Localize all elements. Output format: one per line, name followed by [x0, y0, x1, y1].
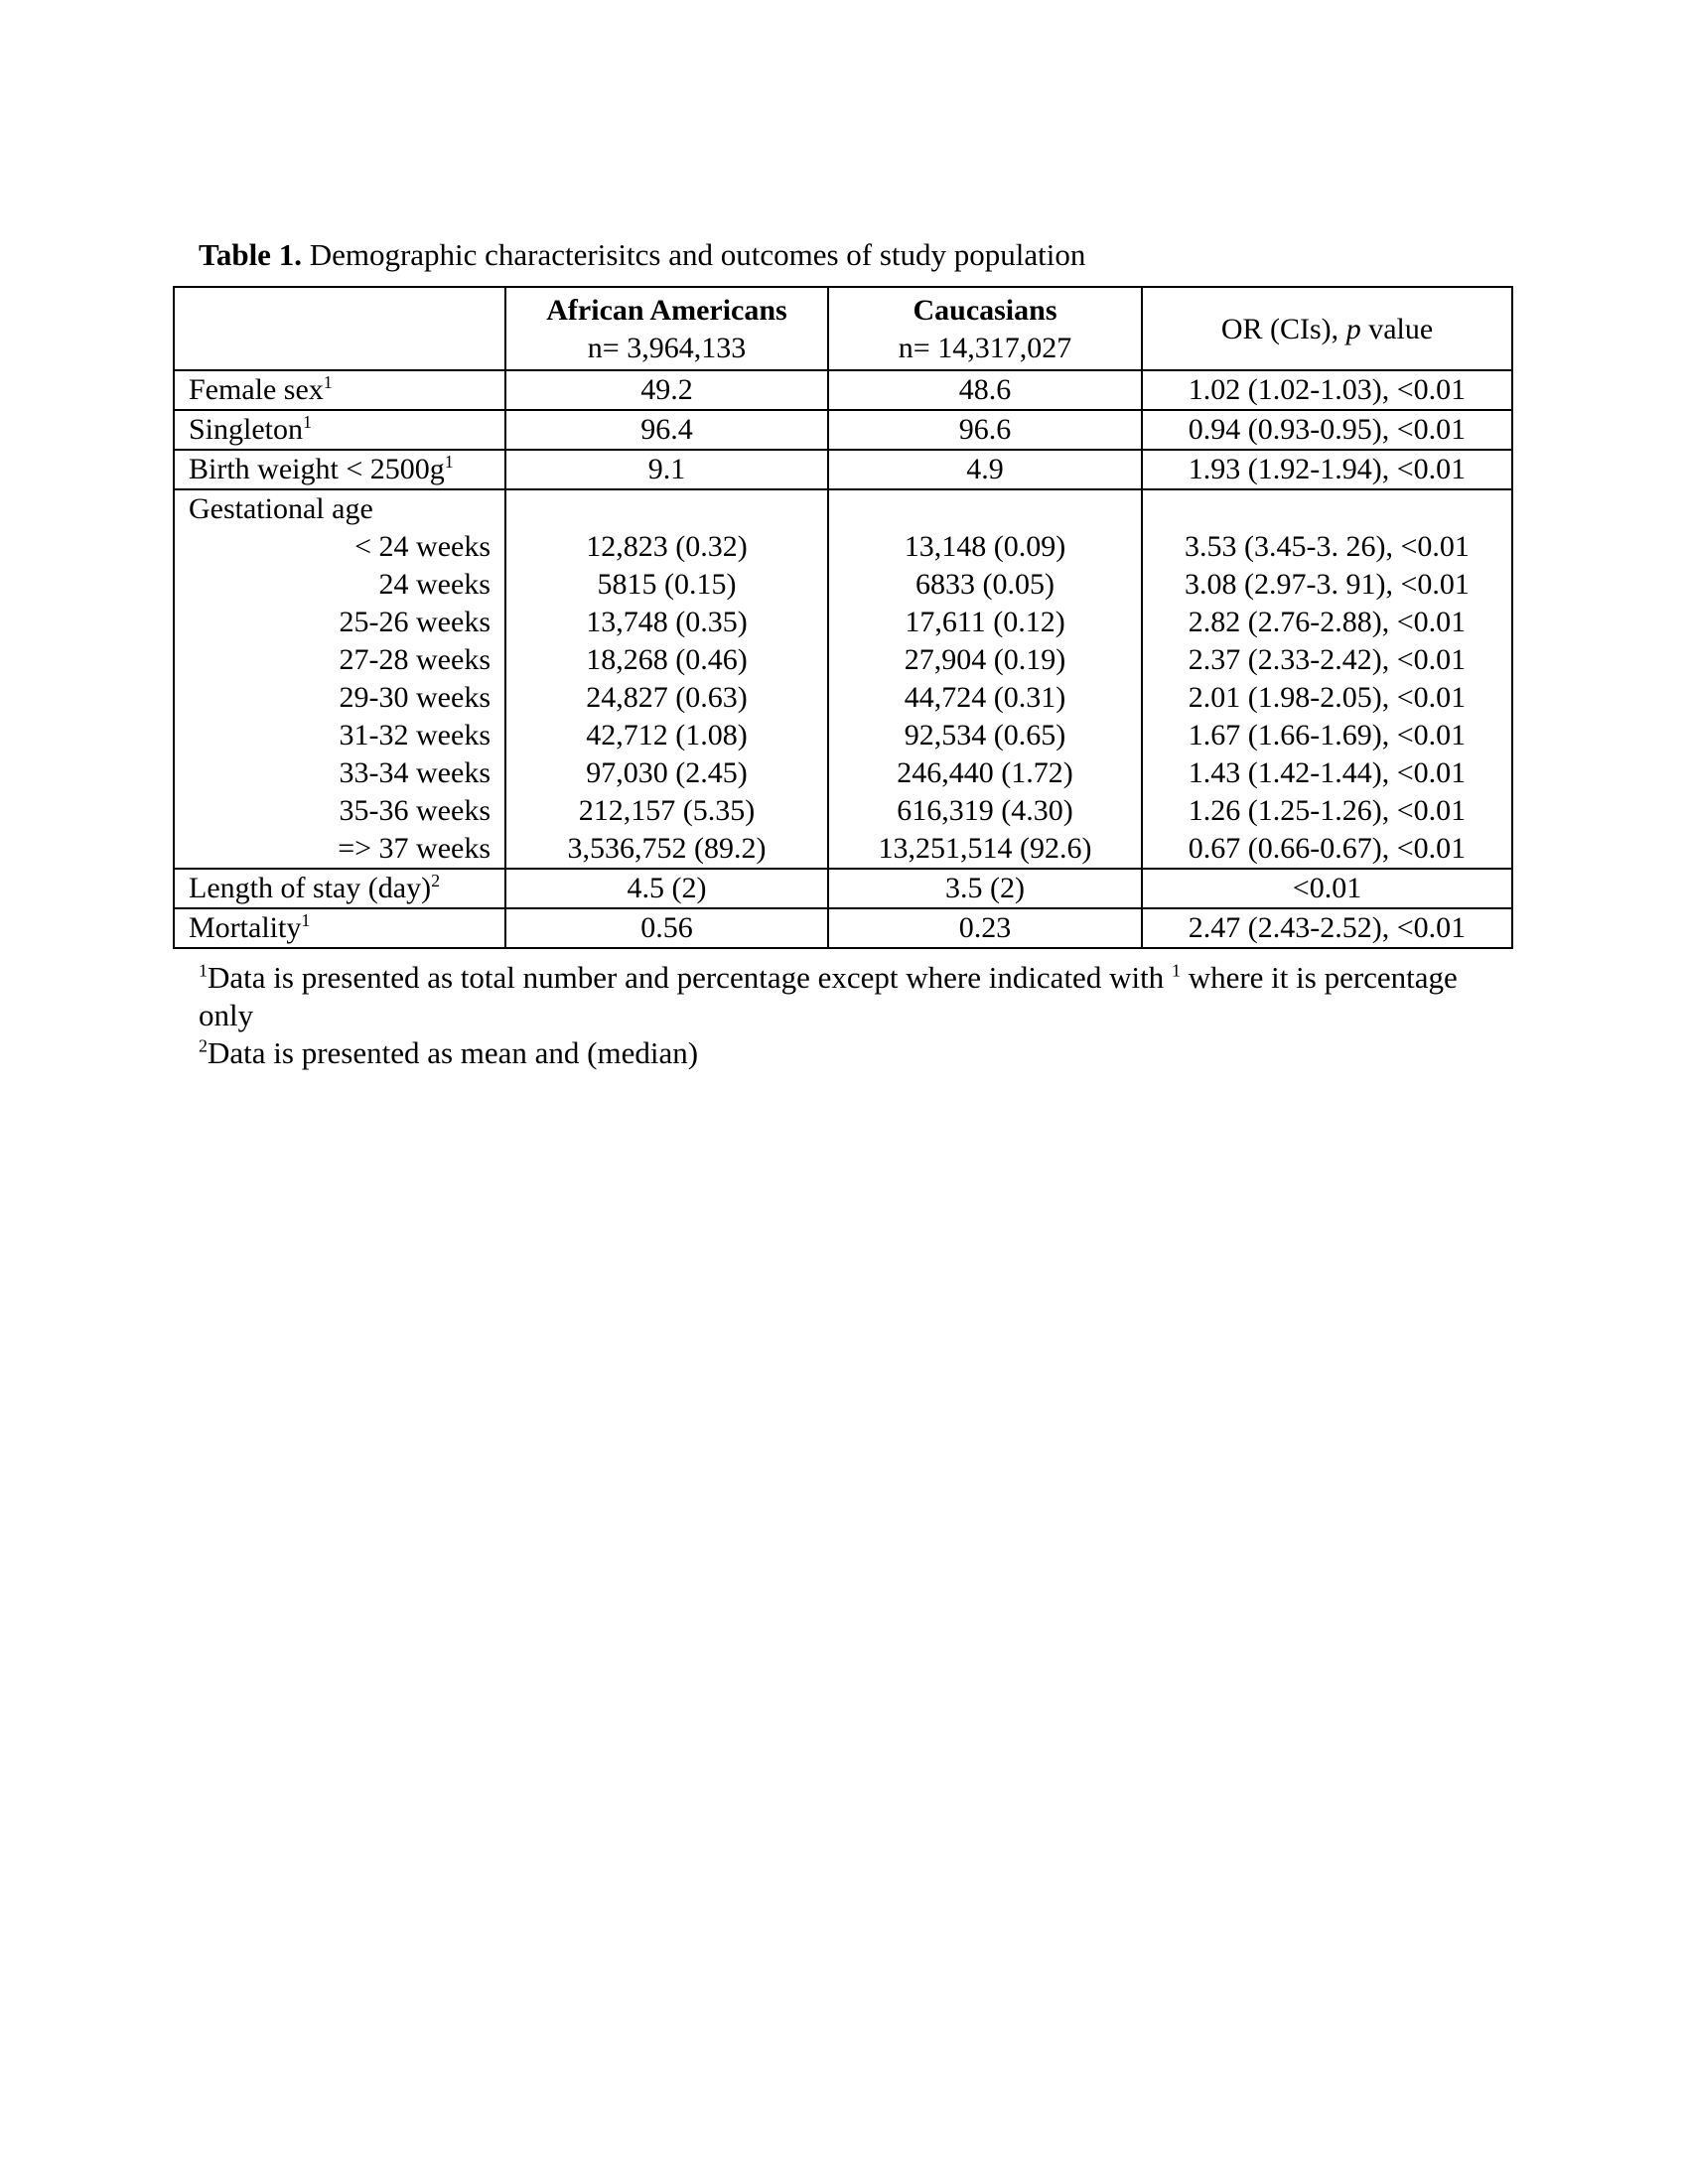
cell-value: 1.43 (1.42-1.44), <0.01	[1188, 756, 1467, 789]
header-caucasians	[828, 287, 1142, 370]
header-sample-size: n= 14,317,027	[898, 332, 1072, 364]
cell-value: 24,827 (0.63)	[586, 681, 748, 714]
cell-value: 1.67 (1.66-1.69), <0.01	[1188, 719, 1467, 751]
gestational-sub-label: 35-36 weeks	[339, 794, 491, 827]
cell-value: 3,536,752 (89.2)	[567, 832, 767, 865]
gestational-age-row	[174, 489, 1512, 869]
table-footnotes	[199, 959, 1489, 1072]
footnote-marker: 1	[444, 452, 454, 472]
cell-african-americans: 0.56	[505, 908, 828, 948]
table-title: Demographic characterisitcs and outcomes of study population	[309, 237, 1086, 272]
table-caption	[199, 236, 1085, 274]
cell-odds-ratio: 1.93 (1.92-1.94), <0.01	[1142, 450, 1512, 489]
table-row	[174, 450, 1512, 489]
cell-caucasians: 4.9	[828, 450, 1142, 489]
cell-value: 2.01 (1.98-2.05), <0.01	[1188, 681, 1467, 714]
cell-african-americans: 49.2	[505, 370, 828, 410]
footnote-marker: 1	[303, 412, 313, 432]
header-p-italic: p	[1345, 313, 1361, 345]
cell-odds-ratio: <0.01	[1142, 869, 1512, 908]
cell-african-americans: 9.1	[505, 450, 828, 489]
cell-value: 246,440 (1.72)	[897, 756, 1073, 789]
header-title: Caucasians	[913, 294, 1057, 327]
gestational-sub-label: 33-34 weeks	[339, 756, 491, 789]
gestational-sub-label: 29-30 weeks	[339, 681, 491, 714]
gestational-sub-label: 27-28 weeks	[339, 643, 491, 676]
table-row	[174, 410, 1512, 450]
row-label: Female sex$^1$	[174, 370, 505, 410]
cell-value: 3.53 (3.45-3. 26), <0.01	[1185, 530, 1470, 563]
table-label: Table 1.	[199, 237, 302, 272]
cell-value: 2.82 (2.76-2.88), <0.01	[1188, 606, 1467, 638]
footnote-marker: 2	[199, 1035, 208, 1056]
cell-value: 13,251,514 (92.6)	[878, 832, 1092, 865]
cell-african-americans: 4.5 (2)	[505, 869, 828, 908]
table-row	[174, 908, 1512, 948]
cell-value: 2.37 (2.33-2.42), <0.01	[1188, 643, 1467, 676]
cell-odds-ratio: 1.02 (1.02-1.03), <0.01	[1142, 370, 1512, 410]
header-sample-size: n= 3,964,133	[587, 332, 747, 364]
cell-value: 5815 (0.15)	[597, 568, 737, 601]
row-label: Length of stay (day)$^2$	[174, 869, 505, 908]
cell-value: 12,823 (0.32)	[586, 530, 748, 563]
table-row	[174, 370, 1512, 410]
gestational-african-americans	[505, 489, 828, 869]
cell-value: 3.08 (2.97-3. 91), <0.01	[1185, 568, 1470, 601]
cell-value: 616,319 (4.30)	[897, 794, 1073, 827]
gestational-caucasians	[828, 489, 1142, 869]
footnote-marker: 1	[1171, 960, 1181, 981]
gestational-sub-label: < 24 weeks	[354, 530, 491, 563]
demographics-table	[173, 286, 1513, 949]
table-row	[174, 869, 1512, 908]
cell-value: 1.26 (1.25-1.26), <0.01	[1188, 794, 1467, 827]
cell-value: 17,611 (0.12)	[905, 606, 1065, 638]
header-value-text: value	[1360, 313, 1434, 345]
cell-value: 44,724 (0.31)	[904, 681, 1066, 714]
header-odds-ratio	[1142, 287, 1512, 370]
cell-value: 13,148 (0.09)	[904, 530, 1066, 563]
footnote-1: $^1$Data is presented as total number and percentage except where indicated with $^1$ where it is percentage only	[199, 960, 1458, 1032]
cell-value: 6833 (0.05)	[915, 568, 1055, 601]
gestational-odds-ratio	[1142, 489, 1512, 869]
cell-odds-ratio: 2.47 (2.43-2.52), <0.01	[1142, 908, 1512, 948]
cell-caucasians: 48.6	[828, 370, 1142, 410]
cell-value: 13,748 (0.35)	[586, 606, 748, 638]
cell-caucasians: 0.23	[828, 908, 1142, 948]
footnote-marker: 1	[199, 960, 208, 981]
footnote-marker: 2	[431, 871, 441, 890]
footnote-2: $^2$Data is presented as mean and (median)	[199, 1035, 699, 1070]
gestational-sub-label: 24 weeks	[378, 568, 491, 601]
cell-value: 0.67 (0.66-0.67), <0.01	[1188, 832, 1467, 865]
gestational-sub-label: 31-32 weeks	[339, 719, 491, 751]
row-label: Birth weight < $2500g^1$	[174, 450, 505, 489]
gestational-age-heading: Gestational age	[189, 492, 373, 525]
cell-value: 212,157 (5.35)	[578, 794, 756, 827]
gestational-sub-label: 25-26 weeks	[339, 606, 491, 638]
gestational-age-labels	[174, 489, 505, 869]
header-row	[174, 287, 1512, 370]
footnote-marker: 1	[323, 372, 333, 392]
header-african-americans	[505, 287, 828, 370]
gestational-sub-label: => 37 weeks	[338, 832, 491, 865]
cell-value: 92,534 (0.65)	[904, 719, 1066, 751]
row-label: Singleton$^1$	[174, 410, 505, 450]
cell-caucasians: 3.5 (2)	[828, 869, 1142, 908]
header-empty-cell	[174, 287, 505, 370]
cell-african-americans: 96.4	[505, 410, 828, 450]
row-label: Mortality$^1$	[174, 908, 505, 948]
header-or-text: OR (CIs),	[1220, 313, 1346, 345]
cell-value: 97,030 (2.45)	[586, 756, 748, 789]
footnote-marker: 1	[301, 910, 311, 930]
header-title: African Americans	[546, 294, 787, 327]
cell-value: 42,712 (1.08)	[586, 719, 748, 751]
cell-value: 18,268 (0.46)	[586, 643, 748, 676]
cell-value: 27,904 (0.19)	[904, 643, 1066, 676]
cell-caucasians: 96.6	[828, 410, 1142, 450]
cell-odds-ratio: 0.94 (0.93-0.95), <0.01	[1142, 410, 1512, 450]
